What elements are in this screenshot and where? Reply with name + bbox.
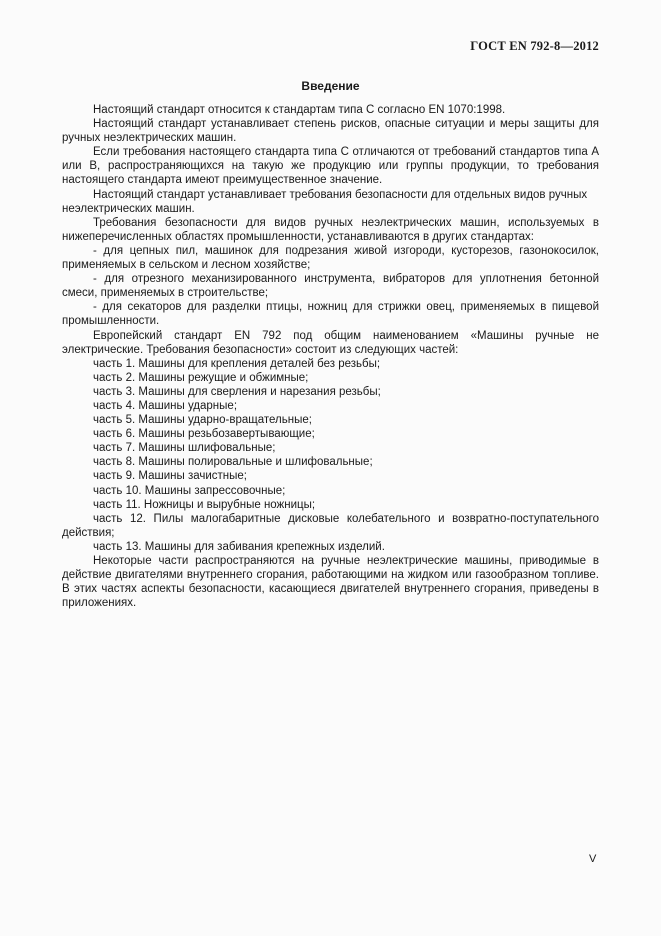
list-item: - для отрезного механизированного инструмента, вибраторов для уплотнения бетонной смеси, применяемых в строительстве;	[62, 273, 599, 300]
part-item: часть 8. Машины полировальные и шлифовальные;	[93, 456, 373, 469]
list-item: - для секаторов для разделки птицы, ножниц для стрижки овец, применяемых в пищевой промышленности.	[62, 301, 599, 328]
section-title: Введение	[301, 79, 360, 93]
part-item: часть 10. Машины запрессовочные;	[93, 484, 286, 497]
document-header: ГОСТ EN 792-8—2012	[470, 39, 599, 53]
page-number: V	[589, 853, 597, 865]
document-body	[62, 103, 599, 610]
paragraph: Некоторые части распространяются на ручные неэлектрические машины, приводимые в действие двигателями внутреннего сгорания, работающими на жидком или газообразном топливе. В этих частях аспекты безопасности, касающиеся двигателей внутреннего сгорания, приведены в приложениях.	[62, 555, 599, 610]
part-item: часть 3. Машины для сверления и нарезания резьбы;	[93, 385, 381, 398]
paragraph: Требования безопасности для видов ручных неэлектрических машин, используемых в нижеперечисленных областях промышленности, устанавливаются в других стандартах:	[62, 216, 599, 243]
part-item: часть 7. Машины шлифовальные;	[93, 442, 276, 455]
paragraph: Европейский стандарт EN 792 под общим наименованием «Машины ручные не электрические. Требования безопасности» состоит из следующих частей:	[62, 329, 599, 356]
paragraph: Настоящий стандарт относится к стандартам типа С согласно EN 1070:1998.	[93, 104, 506, 116]
part-item: часть 9. Машины зачистные;	[93, 470, 247, 483]
part-item: часть 6. Машины резьбозавертывающие;	[93, 428, 315, 441]
part-item: часть 5. Машины ударно-вращательные;	[93, 414, 312, 427]
part-item: часть 13. Машины для забивания крепежных изделий.	[93, 540, 385, 553]
paragraph: Настоящий стандарт устанавливает требования безопасности для отдельных видов ручных	[93, 188, 588, 201]
part-item: часть 2. Машины режущие и обжимные;	[93, 371, 309, 384]
paragraph: Настоящий стандарт устанавливает степень рисков, опасные ситуации и меры защиты для ручных неэлектрических машин.	[62, 118, 599, 145]
paragraph: неэлектрических машин.	[62, 202, 195, 215]
part-item: часть 1. Машины для крепления деталей без резьбы;	[93, 357, 381, 370]
paragraph: Если требования настоящего стандарта типа С отличаются от требований стандартов типа А или В, распространяющихся на такую же продукцию или группы продукции, то требования настоящего стандарта имеют преимущественное значение.	[62, 146, 599, 187]
list-item: - для цепных пил, машинок для подрезания живой изгороди, кусторезов, газонокосилок, применяемых в сельском и лесном хозяйстве;	[62, 244, 599, 272]
part-item: часть 11. Ножницы и вырубные ножницы;	[93, 498, 316, 511]
part-item: часть 4. Машины ударные;	[93, 399, 238, 412]
part-item: часть 12. Пилы малогабаритные дисковые колебательного и возвратно-поступательного действия;	[62, 512, 599, 539]
